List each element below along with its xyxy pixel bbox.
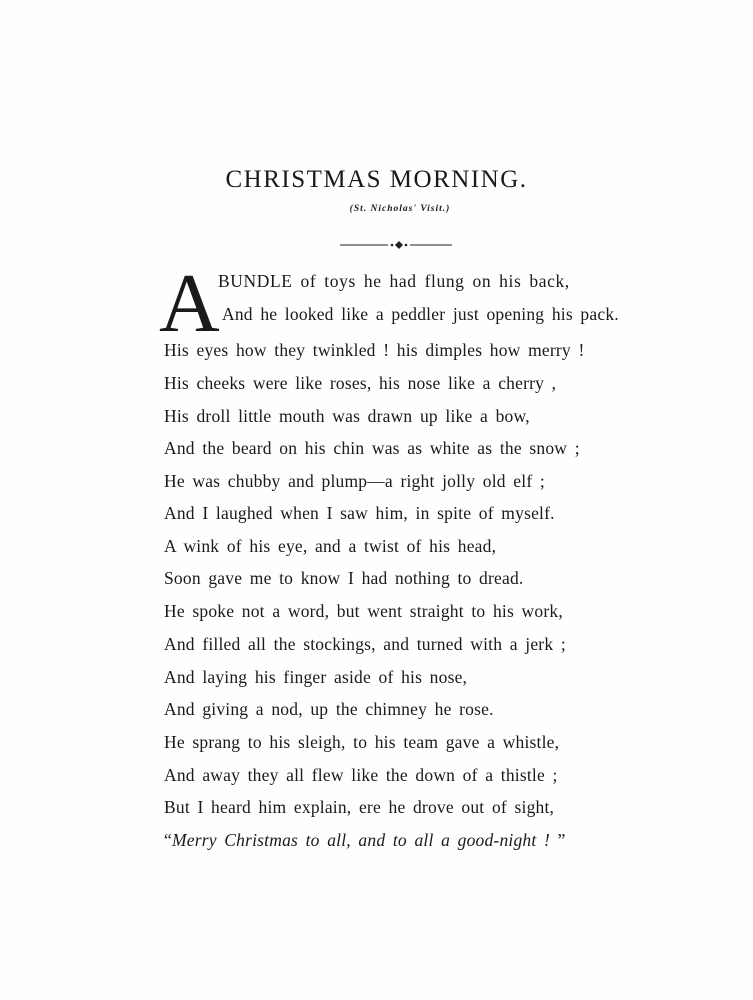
poem-line-17: But I heard him explain, ere he drove out of sight,: [164, 797, 555, 817]
poem-line-6: And the beard on his chin was as white as the snow ;: [164, 438, 580, 458]
poem-line-10: Soon gave me to know I had nothing to dread.: [164, 568, 524, 588]
ornament-divider: [340, 240, 452, 250]
poem-line-12: And filled all the stockings, and turned with a jerk ;: [164, 634, 566, 654]
closing-line-italic: Merry Christmas to all, and to all a good-night !: [171, 830, 551, 850]
poem-line-3: His eyes how they twinkled ! his dimples how merry !: [164, 340, 585, 360]
poem-line-18: [164, 830, 566, 851]
poem-line-7: He was chubby and plump—a right jolly old elf ;: [164, 471, 545, 491]
poem-line-1: BUNDLE of toys he had flung on his back,: [218, 271, 570, 291]
poem-line-15: He sprang to his sleigh, to his team gave a whistle,: [164, 732, 560, 752]
poem-subtitle: (St. Nicholas' Visit.): [349, 204, 451, 214]
poem-line-2: And he looked like a peddler just opening his pack.: [222, 304, 619, 324]
open-quote: “: [164, 830, 172, 850]
poem-line-16: And away they all flew like the down of a thistle ;: [164, 765, 558, 785]
close-quote: ”: [550, 830, 566, 850]
poem-line-4: His cheeks were like roses, his nose like a cherry ,: [164, 373, 557, 393]
poem-line-5: His droll little mouth was drawn up like a bow,: [164, 406, 530, 426]
poem-line-11: He spoke not a word, but went straight to his work,: [164, 601, 563, 621]
drop-cap: A: [159, 257, 220, 350]
poem-line-14: And giving a nod, up the chimney he rose.: [164, 699, 494, 719]
poem-title: CHRISTMAS MORNING.: [225, 166, 528, 193]
poem-line-9: A wink of his eye, and a twist of his head,: [164, 536, 497, 556]
poem-line-13: And laying his finger aside of his nose,: [164, 667, 468, 687]
poem-line-8: And I laughed when I saw him, in spite of myself.: [164, 503, 555, 523]
